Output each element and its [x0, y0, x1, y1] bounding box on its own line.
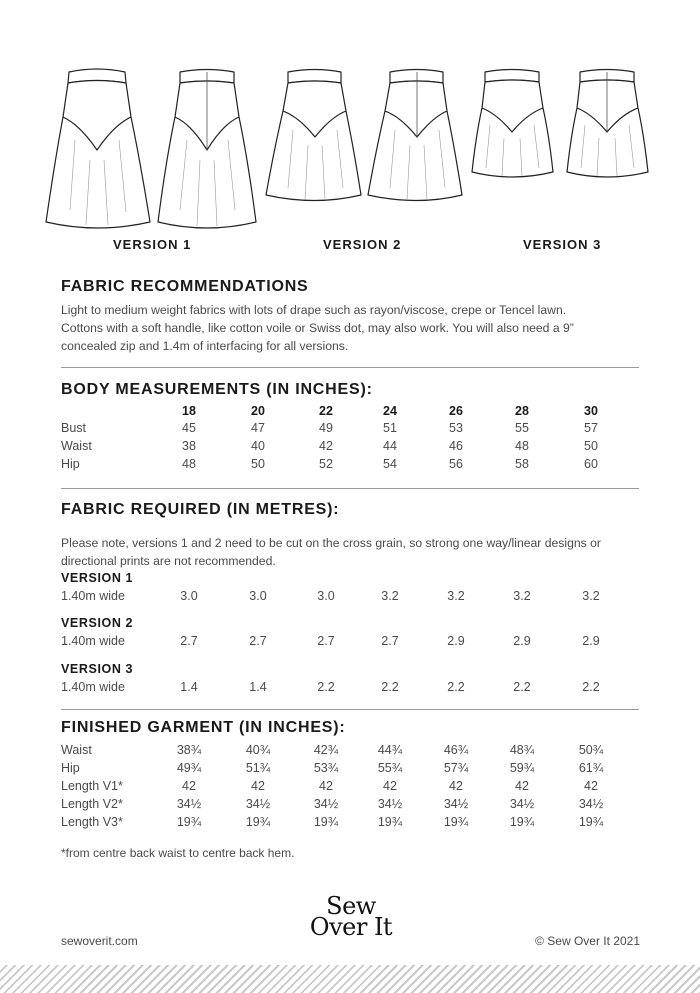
table-cell: 3.0: [317, 589, 335, 603]
table-cell: 3.0: [180, 589, 198, 603]
fabric-required-note-line: Please note, versions 1 and 2 need to be cut on the cross grain, so strong one way/linear designs or: [61, 536, 601, 550]
table-cell: 38¾: [176, 743, 202, 757]
table-cell: 55: [515, 421, 529, 435]
table-cell: 48: [515, 439, 529, 453]
table-row: [0, 797, 700, 815]
table-cell: 3.0: [249, 589, 267, 603]
skirt-v3-front-drawing: [472, 70, 553, 178]
section-divider: [61, 367, 639, 368]
fabric-required-heading: FABRIC REQUIRED (IN METRES):: [61, 501, 340, 518]
table-cell: 44¾: [377, 743, 403, 757]
table-cell: 34½: [245, 797, 271, 811]
table-cell: 3.2: [381, 589, 399, 603]
table-cell: 42: [449, 779, 463, 793]
table-cell: 19¾: [245, 815, 271, 829]
table-cell: 19¾: [176, 815, 202, 829]
size-header: 18: [182, 404, 196, 418]
fabric-recommendations-heading: FABRIC RECOMMENDATIONS: [61, 278, 309, 295]
website-link[interactable]: sewoverit.com: [61, 934, 138, 948]
table-cell: 60: [584, 457, 598, 471]
table-cell: 34½: [377, 797, 403, 811]
table-cell: 19¾: [578, 815, 604, 829]
table-cell: 2.2: [513, 680, 531, 694]
table-cell: 46¾: [443, 743, 469, 757]
table-cell: 19¾: [443, 815, 469, 829]
table-cell: 42: [182, 779, 196, 793]
table-cell: 2.7: [249, 634, 267, 648]
size-header: 28: [515, 404, 529, 418]
table-row: [0, 634, 700, 652]
table-cell: 53: [449, 421, 463, 435]
table-cell: 1.4: [180, 680, 198, 694]
section-divider: [61, 488, 639, 489]
version-2-label: VERSION 2: [323, 237, 402, 252]
table-row: [0, 680, 700, 698]
table-cell: 53¾: [313, 761, 339, 775]
table-cell: 49: [319, 421, 333, 435]
table-cell: 49¾: [176, 761, 202, 775]
table-cell: 56: [449, 457, 463, 471]
table-cell: 40: [251, 439, 265, 453]
table-cell: 2.2: [317, 680, 335, 694]
table-cell: 52: [319, 457, 333, 471]
sew-over-it-logo: [296, 892, 406, 941]
version-3-label: VERSION 3: [523, 237, 602, 252]
table-cell: 42¾: [313, 743, 339, 757]
table-cell: 48¾: [509, 743, 535, 757]
row-label: Hip: [61, 761, 80, 775]
table-cell: 3.2: [582, 589, 600, 603]
table-cell: 42: [319, 779, 333, 793]
size-header: 22: [319, 404, 333, 418]
row-label: Hip: [61, 457, 80, 471]
table-cell: 2.7: [317, 634, 335, 648]
table-cell: 2.2: [582, 680, 600, 694]
fabric-version-2-title: VERSION 2: [61, 616, 134, 630]
skirt-v1-front-drawing: [46, 69, 150, 228]
table-row: [0, 815, 700, 833]
table-cell: 40¾: [245, 743, 271, 757]
hatched-footer-band: [0, 965, 700, 993]
table-cell: 19¾: [377, 815, 403, 829]
table-cell: 57: [584, 421, 598, 435]
table-cell: 34½: [509, 797, 535, 811]
table-cell: 3.2: [447, 589, 465, 603]
section-divider: [61, 709, 639, 710]
fabric-recommendations-text: [61, 301, 574, 355]
fabric-version-3-title: VERSION 3: [61, 662, 134, 676]
table-row: [0, 421, 700, 439]
row-label: Bust: [61, 421, 87, 435]
table-cell: 44: [383, 439, 397, 453]
table-cell: 42: [319, 439, 333, 453]
table-cell: 2.7: [180, 634, 198, 648]
table-cell: 1.4: [249, 680, 267, 694]
copyright-notice: © Sew Over It 2021: [535, 934, 640, 948]
fabric-required-note: [61, 534, 601, 570]
table-cell: 57¾: [443, 761, 469, 775]
table-cell: 34½: [443, 797, 469, 811]
body-measurements-heading: BODY MEASUREMENTS (IN INCHES):: [61, 381, 373, 398]
fabric-recommendations-line: Cottons with a soft handle, like cotton voile or Swiss dot, may also work. You will also need a 9”: [61, 321, 574, 335]
table-row: [0, 589, 700, 607]
size-header-row: [0, 404, 700, 422]
table-cell: 42: [515, 779, 529, 793]
table-cell: 50¾: [578, 743, 604, 757]
table-cell: 38: [182, 439, 196, 453]
size-header: 20: [251, 404, 265, 418]
table-cell: 55¾: [377, 761, 403, 775]
table-cell: 51: [383, 421, 397, 435]
table-cell: 34½: [313, 797, 339, 811]
fabric-recommendations-line: concealed zip and 1.4m of interfacing for all versions.: [61, 339, 349, 353]
table-cell: 42: [383, 779, 397, 793]
table-cell: 42: [251, 779, 265, 793]
table-cell: 3.2: [513, 589, 531, 603]
fabric-required-note-line: directional prints are not recommended.: [61, 554, 276, 568]
table-cell: 48: [182, 457, 196, 471]
table-cell: 19¾: [313, 815, 339, 829]
table-cell: 42: [584, 779, 598, 793]
fabric-version-1-title: VERSION 1: [61, 571, 134, 585]
row-label: 1.40m wide: [61, 680, 125, 694]
table-row: [0, 779, 700, 797]
logo-line-1: Sew: [326, 892, 376, 920]
table-row: [0, 457, 700, 475]
table-cell: 58: [515, 457, 529, 471]
table-cell: 2.9: [513, 634, 531, 648]
table-row: [0, 743, 700, 761]
version-1-label: VERSION 1: [113, 237, 192, 252]
table-cell: 2.2: [447, 680, 465, 694]
row-label: 1.40m wide: [61, 589, 125, 603]
row-label: Waist: [61, 439, 92, 453]
row-label: Length V1*: [61, 779, 123, 793]
table-cell: 46: [449, 439, 463, 453]
skirt-illustrations: [0, 0, 700, 240]
table-cell: 50: [251, 457, 265, 471]
table-cell: 34½: [578, 797, 604, 811]
row-label: Length V2*: [61, 797, 123, 811]
row-label: Length V3*: [61, 815, 123, 829]
table-cell: 19¾: [509, 815, 535, 829]
table-cell: 61¾: [578, 761, 604, 775]
finished-garment-heading: FINISHED GARMENT (IN INCHES):: [61, 719, 346, 736]
table-cell: 47: [251, 421, 265, 435]
skirt-v2-back-drawing: [368, 70, 462, 201]
row-label: 1.40m wide: [61, 634, 125, 648]
skirt-v1-back-drawing: [158, 70, 256, 229]
fabric-recommendations-line: Light to medium weight fabrics with lots of drape such as rayon/viscose, crepe or Tencel lawn.: [61, 303, 567, 317]
table-row: [0, 761, 700, 779]
size-header: 24: [383, 404, 397, 418]
table-cell: 2.7: [381, 634, 399, 648]
footnote: *from centre back waist to centre back hem.: [61, 846, 295, 860]
table-cell: 51¾: [245, 761, 271, 775]
table-cell: 2.2: [381, 680, 399, 694]
table-cell: 34½: [176, 797, 202, 811]
row-label: Waist: [61, 743, 92, 757]
table-cell: 50: [584, 439, 598, 453]
size-header: 30: [584, 404, 598, 418]
table-row: [0, 439, 700, 457]
table-cell: 54: [383, 457, 397, 471]
table-cell: 2.9: [447, 634, 465, 648]
table-cell: 59¾: [509, 761, 535, 775]
table-cell: 2.9: [582, 634, 600, 648]
logo-line-2: Over It: [309, 913, 393, 941]
size-header: 26: [449, 404, 463, 418]
table-cell: 45: [182, 421, 196, 435]
skirt-v3-back-drawing: [567, 70, 648, 178]
skirt-v2-front-drawing: [266, 70, 361, 201]
